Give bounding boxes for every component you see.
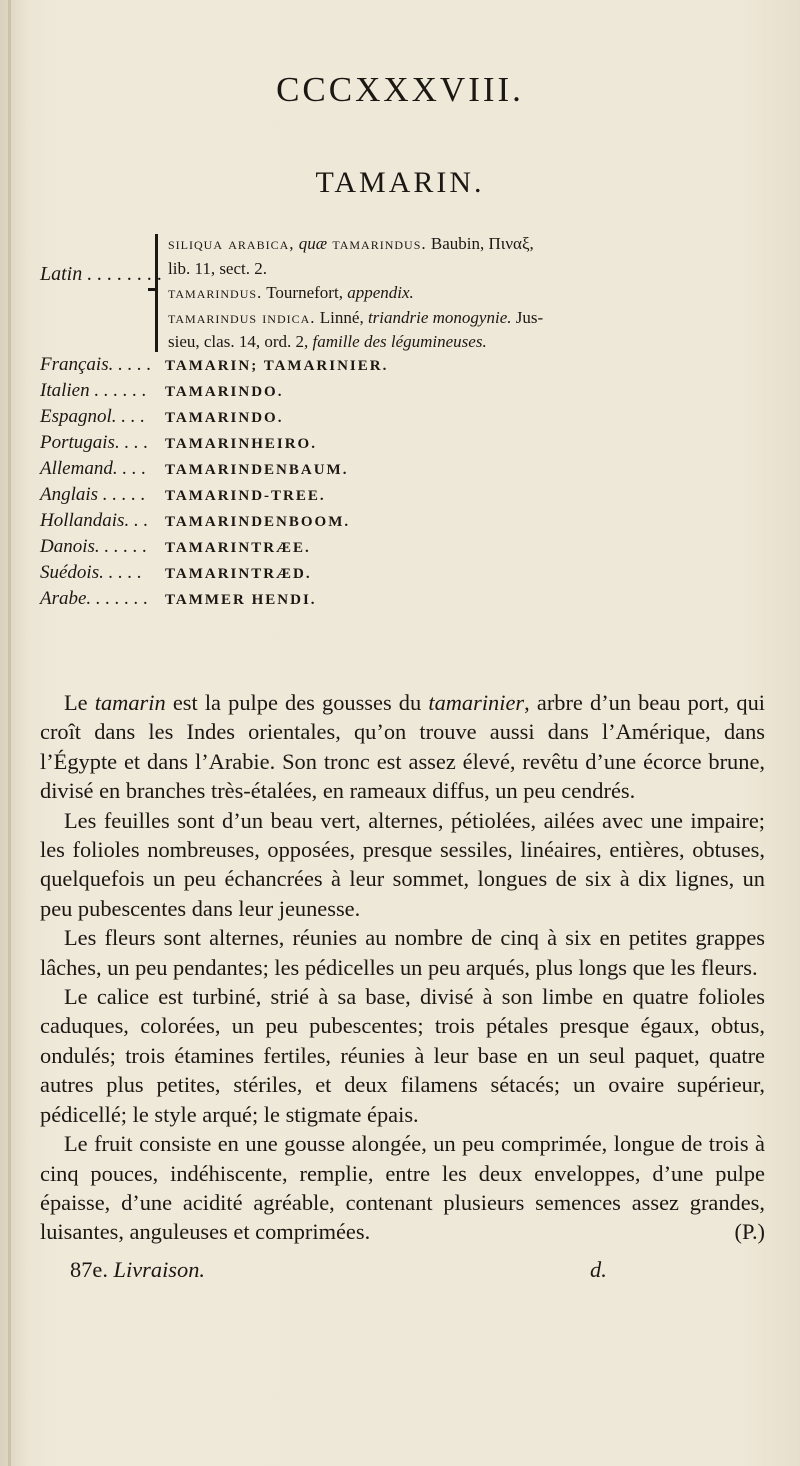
language-term: TAMARIND-TREE. <box>165 488 326 504</box>
name-row <box>40 432 740 458</box>
latin-line: tamarindus. Tournefort, appendix. <box>168 283 414 302</box>
name-row <box>40 484 740 510</box>
author-signature: (P.) <box>734 1219 765 1245</box>
signature-mark: d. <box>590 1256 607 1282</box>
chapter-number: CCCXXXVIII. <box>276 70 524 109</box>
latin-label: Latin . . . . . . . . <box>40 263 163 285</box>
binding-shadow <box>8 0 11 1466</box>
paragraph: Le tamarin est la pulpe des gousses du tamarinier, arbre d’un beau port, qui croît dans les Indes orientales, qu’on trouve aussi dans l’Amérique, dans l’Égypte et dans l’Arabie. Son tronc est assez élevé, revêtu d’une écorce brune, divisé en branches très-étalées, en rameaux diffus, un peu cendrés. <box>40 690 766 804</box>
language-term: TAMARINTRÆE. <box>165 540 311 556</box>
latin-line: sieu, clas. 14, ord. 2, famille des légumineuses. <box>168 332 487 351</box>
name-row <box>40 458 740 484</box>
livraison-number: 87e. Livraison. <box>70 1256 205 1282</box>
description-body <box>40 688 765 1285</box>
language-term: TAMMER HENDI. <box>165 592 317 608</box>
language-term: TAMARIN; TAMARINIER. <box>165 358 389 374</box>
paragraph: Le calice est turbiné, strié à sa base, divisé à son limbe en quatre folioles caduques, colorées, un peu pubescentes; trois pétales presque égaux, obtus, ondulés; trois étamines fertiles, réunies à leur base en un seul paquet, quatre autres plus petites, stériles, et deux filamens sétacés; un ovaire supérieur, pédicellé; le style arqué; le stigmate épais. <box>40 984 765 1127</box>
language-label: Suédois. . . . . <box>40 562 142 583</box>
latin-line: siliqua arabica, quæ tamarindus. Baubin, Πιναξ, <box>168 234 534 253</box>
vernacular-names <box>40 354 740 614</box>
language-term: TAMARINDENBOOM. <box>165 514 351 530</box>
paragraph: Le fruit consiste en une gousse alongée, un peu comprimée, longue de trois à cinq pouces, indéhiscente, remplie, entre les deux enveloppes, d’une pulpe épaisse, d’une acidité agréable, contenant plusieurs semences assez grandes, luisantes, anguleuses et comprimées. (P.) <box>40 1129 765 1247</box>
latin-line: tamarindus indica. Linné, triandrie monogynie. Jus- <box>168 307 544 327</box>
latin-synonyms <box>168 232 768 355</box>
language-label: Portugais. . . . <box>40 432 149 453</box>
name-row <box>40 406 740 432</box>
name-row <box>40 536 740 562</box>
name-row <box>40 562 740 588</box>
language-term: TAMARINDENBAUM. <box>165 462 349 478</box>
latin-line: lib. 11, sect. 2. <box>168 258 267 278</box>
name-row <box>40 380 740 406</box>
name-row <box>40 354 740 380</box>
language-term: TAMARINTRÆD. <box>165 566 312 582</box>
language-term: TAMARINHEIRO. <box>165 436 317 452</box>
page-footer <box>40 1255 765 1285</box>
language-label: Anglais . . . . . <box>40 484 146 505</box>
language-label: Danois. . . . . . <box>40 536 148 557</box>
brace-bracket <box>155 234 166 352</box>
paragraph: Les fleurs sont alternes, réunies au nombre de cinq à six en petites grappes lâches, un peu pendantes; les pédicelles un peu arqués, plus longs que les fleurs. <box>40 925 765 980</box>
language-term: TAMARINDO. <box>165 410 284 426</box>
language-label: Hollandais. . . <box>40 510 149 531</box>
language-label: Italien . . . . . . <box>40 380 147 401</box>
language-term: TAMARINDO. <box>165 384 284 400</box>
paragraph: Les feuilles sont d’un beau vert, alternes, pétiolées, ailées avec une impaire; les folioles nombreuses, opposées, presque sessiles, linéaires, entières, obtuses, quelquefois un peu échancrées à leur sommet, longues de six à dix lignes, un peu pubescentes dans leur jeunesse. <box>40 807 765 921</box>
language-label: Allemand. . . . <box>40 458 147 479</box>
language-label: Arabe. . . . . . . <box>40 588 149 609</box>
name-row <box>40 588 740 614</box>
name-row <box>40 510 740 536</box>
language-label: Espagnol. . . . <box>40 406 146 427</box>
language-label: Français. . . . . <box>40 354 152 375</box>
page-title: TAMARIN. <box>315 166 485 199</box>
